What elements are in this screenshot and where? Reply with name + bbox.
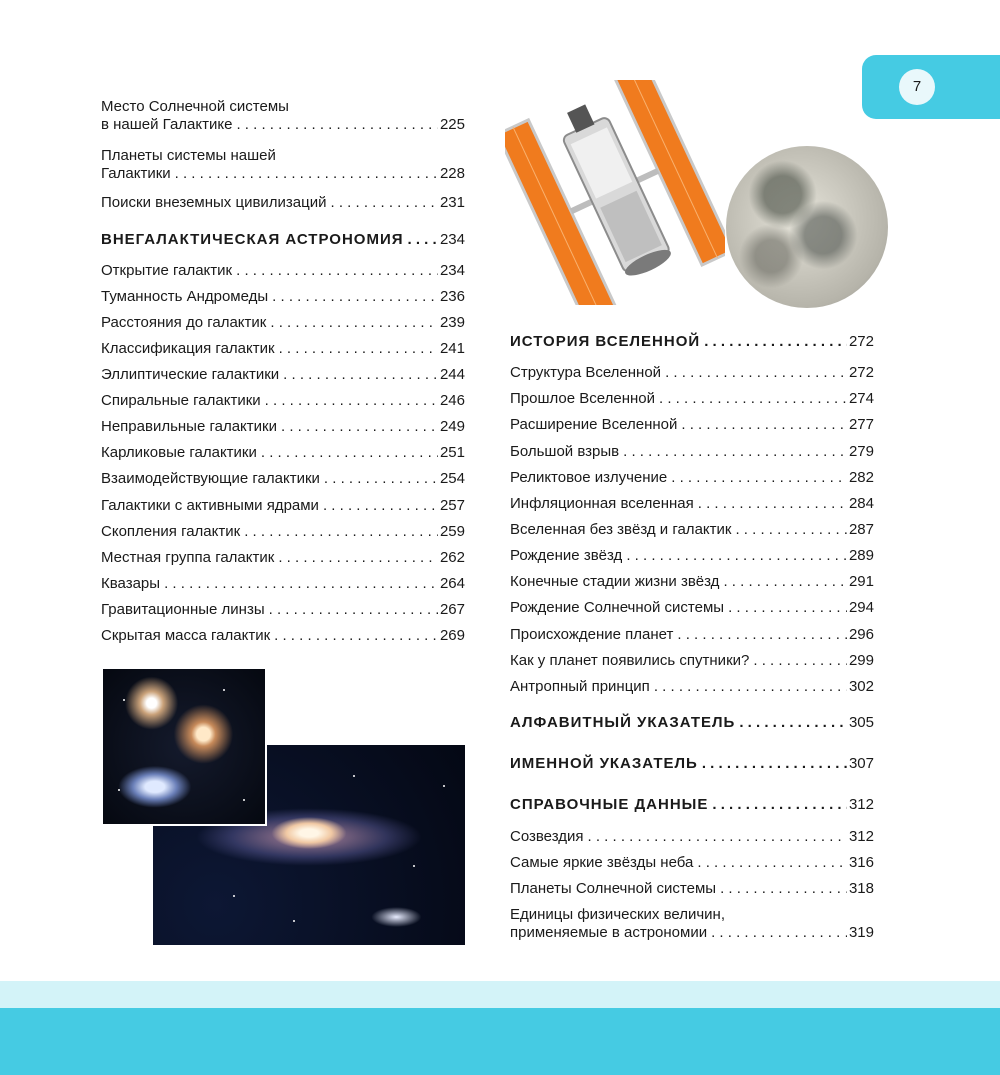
toc-entry[interactable]: Расширение Вселенной . . . 277: [510, 416, 874, 434]
toc-entry[interactable]: Местная группа галактик . . . 262: [101, 549, 465, 567]
toc-entry[interactable]: Инфляционная вселенная . . . 284: [510, 495, 874, 513]
toc-entry[interactable]: Вселенная без звёзд и галактик . . . 287: [510, 521, 874, 539]
toc-section-heading[interactable]: АЛФАВИТНЫЙ УКАЗАТЕЛЬ . . . 305: [510, 714, 874, 732]
toc-entry[interactable]: Квазары . . . 264: [101, 575, 465, 593]
toc-entry[interactable]: Расстояния до галактик . . . 239: [101, 314, 465, 332]
toc-entry[interactable]: Реликтовое излучение . . . 282: [510, 469, 874, 487]
toc-entry[interactable]: Место Солнечной системы в нашей Галактике . . . 225: [101, 98, 465, 134]
toc-section-heading[interactable]: ВНЕГАЛАКТИЧЕСКАЯ АСТРОНОМИЯ . . . 234: [101, 231, 465, 249]
toc-entry[interactable]: Карликовые галактики . . . 251: [101, 444, 465, 462]
hubble-telescope-image: [505, 80, 725, 305]
toc-entry[interactable]: Как у планет появились спутники? . . . 299: [510, 652, 874, 670]
toc-entry[interactable]: Гравитационные линзы . . . 267: [101, 601, 465, 619]
toc-entry[interactable]: Скрытая масса галактик . . . 269: [101, 627, 465, 645]
page-number-tab: [862, 55, 1000, 119]
toc-entry[interactable]: Планеты системы нашей Галактики . . . 228: [101, 147, 465, 183]
toc-entry[interactable]: Происхождение планет . . . 296: [510, 626, 874, 644]
toc-section-heading[interactable]: СПРАВОЧНЫЕ ДАННЫЕ . . . 312: [510, 796, 874, 814]
toc-entry[interactable]: Неправильные галактики . . . 249: [101, 418, 465, 436]
toc-entry[interactable]: Большой взрыв . . . 279: [510, 443, 874, 461]
toc-entry[interactable]: Созвездия . . . 312: [510, 828, 874, 846]
toc-entry[interactable]: Антропный принцип . . . 302: [510, 678, 874, 696]
toc-entry[interactable]: Скопления галактик . . . 259: [101, 523, 465, 541]
toc-entry[interactable]: Поиски внеземных цивилизаций . . . 231: [101, 194, 465, 212]
toc-entry[interactable]: Рождение Солнечной системы . . . 294: [510, 599, 874, 617]
toc-entry[interactable]: Спиральные галактики . . . 246: [101, 392, 465, 410]
interacting-galaxies-image: [101, 667, 267, 826]
toc-section-heading[interactable]: ИМЕННОЙ УКАЗАТЕЛЬ . . . 307: [510, 755, 874, 773]
hubble-telescope-illustration: [505, 80, 725, 305]
toc-entry[interactable]: Единицы физических величин, применяемые в астрономии . . . 319: [510, 906, 874, 942]
toc-entry[interactable]: Галактики с активными ядрами . . . 257: [101, 497, 465, 515]
footer-band-light: [0, 981, 1000, 1008]
toc-entry[interactable]: Планеты Солнечной системы . . . 318: [510, 880, 874, 898]
toc-entry[interactable]: Туманность Андромеды . . . 236: [101, 288, 465, 306]
toc-entry[interactable]: Классификация галактик . . . 241: [101, 340, 465, 358]
page-number: 7: [899, 69, 935, 105]
moon-image: [726, 146, 888, 308]
toc-entry[interactable]: Структура Вселенной . . . 272: [510, 364, 874, 382]
toc-entry[interactable]: Открытие галактик . . . 234: [101, 262, 465, 280]
toc-entry[interactable]: Взаимодействующие галактики . . . 254: [101, 470, 465, 488]
toc-section-heading[interactable]: ИСТОРИЯ ВСЕЛЕННОЙ . . . 272: [510, 333, 874, 351]
toc-entry[interactable]: Конечные стадии жизни звёзд . . . 291: [510, 573, 874, 591]
toc-entry[interactable]: Прошлое Вселенной . . . 274: [510, 390, 874, 408]
toc-entry[interactable]: Самые яркие звёзды неба . . . 316: [510, 854, 874, 872]
toc-entry[interactable]: Рождение звёзд . . . 289: [510, 547, 874, 565]
toc-entry[interactable]: Эллиптические галактики . . . 244: [101, 366, 465, 384]
footer-band-dark: [0, 1008, 1000, 1075]
